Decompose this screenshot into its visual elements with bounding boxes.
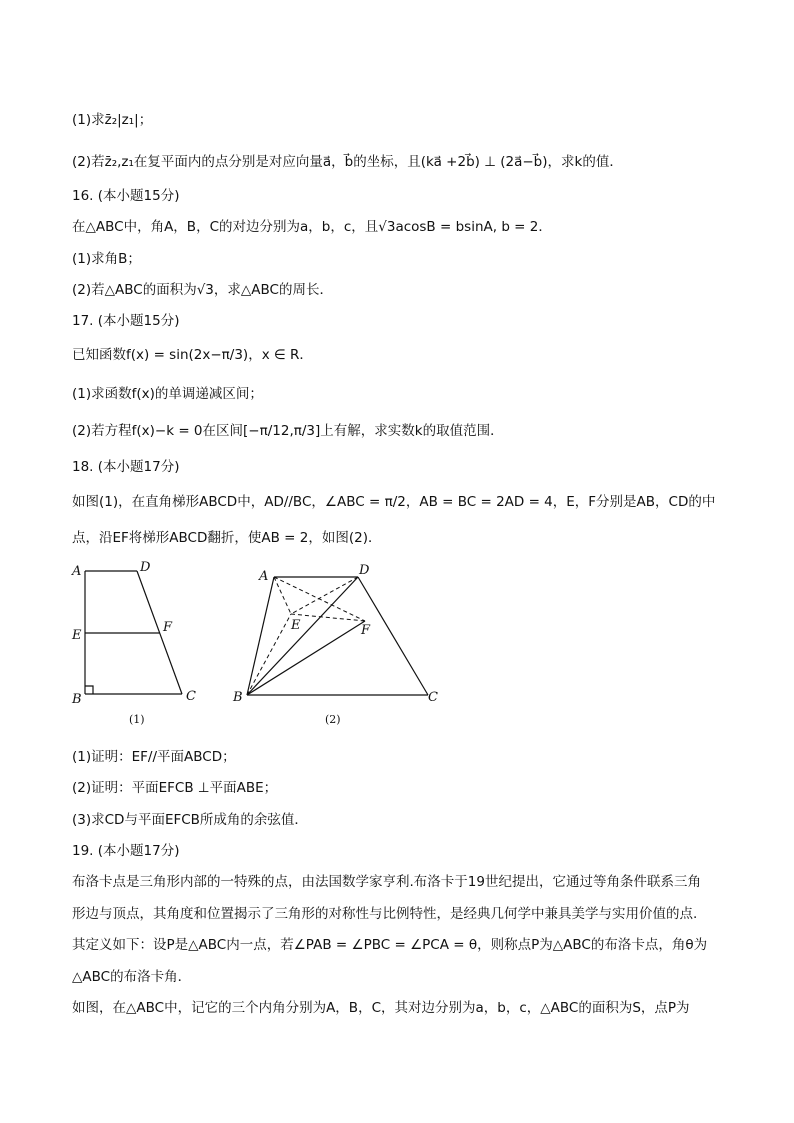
text-line: (2)若△ABC的面积为√3，求△ABC的周长． — [72, 282, 333, 298]
text-line: (3)求CD与平面EFCB所成角的余弦值． — [72, 812, 308, 828]
figure-1-trapezoid — [60, 555, 210, 735]
label-D: D — [359, 563, 370, 578]
figure-2-folded — [225, 555, 450, 735]
text-line: (1)证明：EF//平面ABCD； — [72, 749, 236, 765]
problem-19-heading: 19. (本小题17分) — [72, 843, 180, 859]
label-A: A — [72, 564, 82, 579]
text-line: 如图，在△ABC中，记它的三个内角分别为A，B，C，其对边分别为a，b，c，△ABC的面积为S，点P为 — [72, 1000, 690, 1016]
text-line: 如图(1)，在直角梯形ABCD中，AD//BC，∠ABC = π/2，AB = BC = 2AD = 4，E，F分别是AB，CD的中 — [72, 494, 716, 510]
label-C: C — [186, 689, 196, 704]
text-line: 形边与顶点，其角度和位置揭示了三角形的对称性与比例特性，是经典几何学中兼具美学与实用价值的点. — [72, 906, 698, 922]
text-line: (1)求函数f(x)的单调递减区间； — [72, 386, 263, 402]
label-C: C — [428, 690, 438, 705]
text-line: 其定义如下：设P是△ABC内一点，若∠PAB = ∠PBC = ∠PCA = θ，则称点P为△ABC的布洛卡点，角θ为 — [72, 937, 708, 953]
text-line: (1)求z̄₂|z₁|； — [72, 112, 153, 128]
problem-17-heading: 17. (本小题15分) — [72, 313, 180, 329]
text-line: 点，沿EF将梯形ABCD翻折，使AB = 2，如图(2)． — [72, 530, 382, 546]
text-line: (2)证明：平面EFCB ⊥平面ABE； — [72, 780, 278, 796]
label-D: D — [140, 560, 151, 575]
figure-1-caption: (1) — [129, 713, 145, 726]
label-B: B — [233, 690, 243, 705]
text-line: △ABC的布洛卡角． — [72, 969, 192, 985]
text-line: (2)若方程f(x)−k = 0在区间[−π/12,π/3]上有解，求实数k的取值范围． — [72, 423, 504, 439]
text-line: 在△ABC中，角A，B，C的对边分别为a，b，c，且√3acosB = bsinA, b = 2． — [72, 219, 552, 235]
label-F: F — [163, 620, 173, 635]
figure-2-caption: (2) — [325, 713, 341, 726]
text-line: 布洛卡点是三角形内部的一特殊的点，由法国数学家亨利.布洛卡于19世纪提出，它通过等角条件联系三角 — [72, 874, 701, 890]
problem-16-heading: 16. (本小题15分) — [72, 188, 180, 204]
label-E: E — [291, 618, 301, 633]
text-line: (1)求角B； — [72, 251, 141, 267]
text-line: (2)若z̄₂,z₁在复平面内的点分别是对应向量a⃗，b⃗的坐标，且(ka⃗ +2b⃗) ⊥ (2a⃗−b⃗)，求k的值． — [72, 154, 623, 170]
text-line: 已知函数f(x) = sin(2x−π/3)，x ∈ R． — [72, 347, 313, 363]
label-B: B — [72, 692, 82, 707]
label-E: E — [72, 628, 82, 643]
label-F: F — [361, 623, 371, 638]
problem-18-heading: 18. (本小题17分) — [72, 459, 180, 475]
label-A: A — [259, 569, 269, 584]
